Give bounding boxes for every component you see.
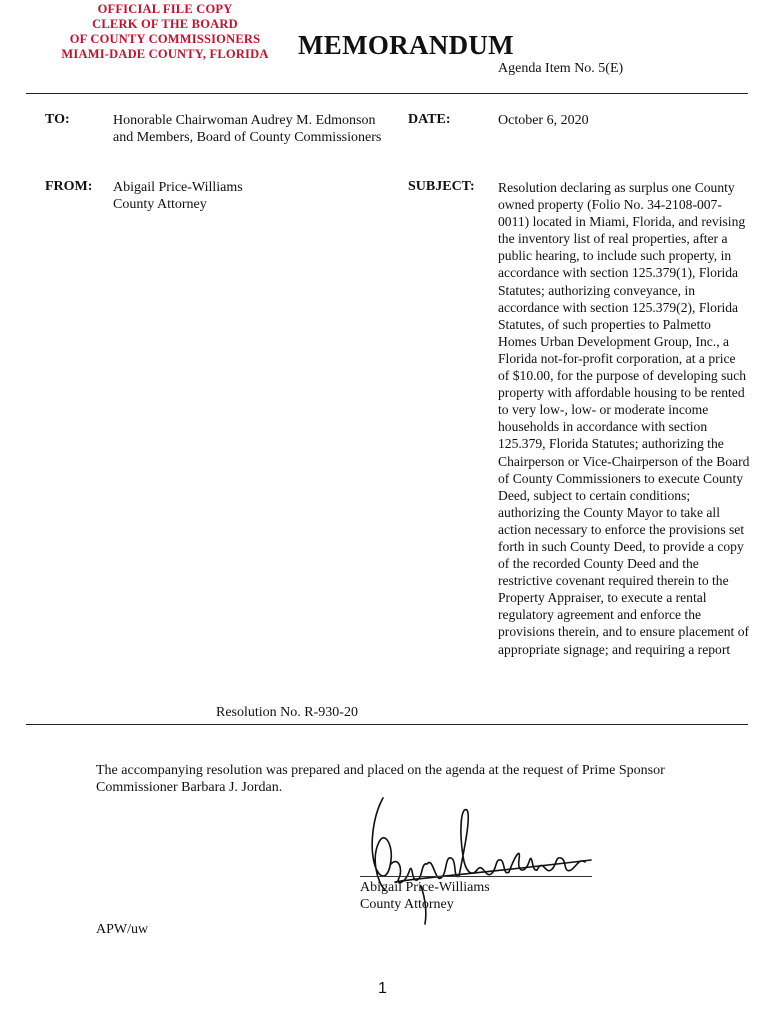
agenda-item-number: Agenda Item No. 5(E) bbox=[498, 61, 624, 76]
from-label: FROM: bbox=[45, 179, 93, 194]
subject-label: SUBJECT: bbox=[408, 179, 475, 194]
subject-divider bbox=[26, 724, 748, 725]
signatory-name: Abigail Price-Williams bbox=[360, 880, 490, 895]
to-line: and Members, Board of County Commissioners bbox=[113, 130, 382, 145]
date-value: October 6, 2020 bbox=[498, 113, 589, 128]
memo-title: MEMORANDUM bbox=[298, 30, 514, 60]
subject-text: Resolution declaring as surplus one County owned property (Folio No. 34-2108-007-0011) located in Miami, Florida, and revising the inventory list of real properties, after a public hearing, to include such property, in accordance with section 125.379(1), Florida Statutes; authorizing conveyance, in accordance with section 125.379(2), Florida Statutes, of such properties to Palmetto Homes Urban Development Group, Inc., a Florida not-for-profit corporation, at a price of $10.00, for the purpose of developing such property with affordable housing to be rented to very low-, low- or moderate income households in accordance with section 125.379, Florida Statutes; authorizing the Chairperson or Vice-Chairperson of the Board of County Commissioners to execute County Deed, subject to certain conditions; authorizing the County Mayor to take all action necessary to enforce the provisions set forth in such County Deed, to provide a copy of the recorded County Deed and the restrictive covenant required therein to the Property Appraiser, to execute a rental regulatory agreement and enforce the provisions therein, and to ensure placement of appropriate signage; and requiring a report bbox=[498, 180, 750, 657]
from-line: Abigail Price-Williams bbox=[113, 180, 243, 195]
from-sender bbox=[113, 179, 243, 213]
to-label: TO: bbox=[45, 112, 70, 127]
official-file-copy-stamp bbox=[50, 2, 280, 62]
stamp-line: OFFICIAL FILE COPY bbox=[97, 2, 233, 16]
memo-body: The accompanying resolution was prepared and placed on the agenda at the request of Prime Sponsor Commissioner Barbara J. Jordan. bbox=[96, 763, 665, 795]
from-line: County Attorney bbox=[113, 197, 207, 212]
stamp-line: CLERK OF THE BOARD bbox=[92, 17, 238, 31]
signature-line bbox=[360, 876, 592, 877]
to-recipient bbox=[113, 112, 381, 146]
date-label: DATE: bbox=[408, 112, 451, 127]
page-number: 1 bbox=[378, 980, 387, 997]
signatory-title: County Attorney bbox=[360, 897, 454, 912]
stamp-line: MIAMI-DADE COUNTY, FLORIDA bbox=[61, 47, 269, 61]
typist-initials: APW/uw bbox=[96, 922, 149, 937]
header-divider bbox=[26, 93, 748, 94]
to-line: Honorable Chairwoman Audrey M. Edmonson bbox=[113, 113, 376, 128]
stamp-line: OF COUNTY COMMISSIONERS bbox=[69, 32, 261, 46]
resolution-number: Resolution No. R-930-20 bbox=[216, 705, 358, 720]
